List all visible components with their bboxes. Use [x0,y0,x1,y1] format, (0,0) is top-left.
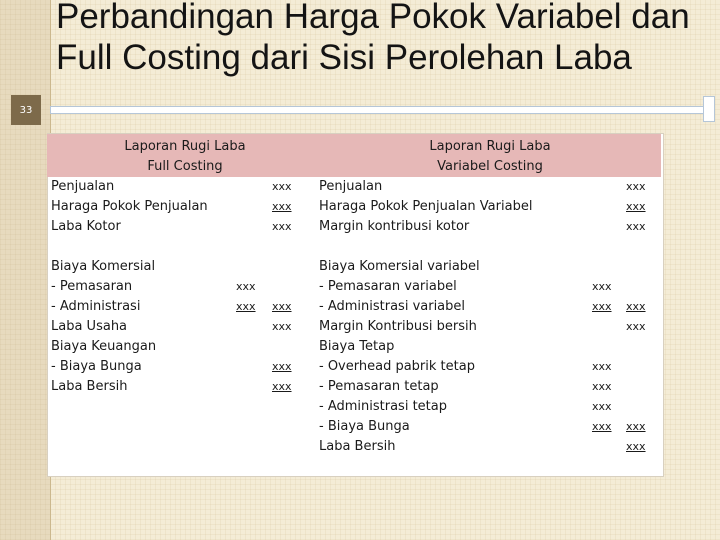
full-costing-row-label: - Biaya Bunga [51,359,142,374]
variable-costing-row-label: Biaya Komersial variabel [319,259,480,274]
full-costing-row-label: - Pemasaran [51,279,133,294]
variable-costing-row-subtotal-value: xxx [592,300,612,313]
variable-costing-row-subtotal-value: xxx [592,380,612,393]
full-costing-row-total-value: xxx [272,380,292,393]
variable-costing-row-label: - Overhead pabrik tetap [319,359,475,374]
variable-costing-row-label: Laba Bersih [319,439,396,454]
variable-costing-row-subtotal-value: xxx [592,360,612,373]
full-costing-row-label: Biaya Keuangan [51,339,157,354]
left-sidebar-band [0,0,51,540]
variable-costing-heading [400,137,580,177]
full-costing-row-subtotal-value: xxx [236,300,256,313]
variable-costing-row-total-value: xxx [626,200,646,213]
full-costing-row-label: - Administrasi [51,299,141,314]
title-underline-bar [50,106,715,114]
variable-costing-row-label: Margin kontribusi kotor [319,219,470,234]
variable-costing-row-total-value: xxx [626,420,646,433]
variable-costing-row-label: Biaya Tetap [319,339,395,354]
slide-title: Perbandingan Harga Pokok Variabel dan Full Costing dari Sisi Perolehan Laba [56,0,690,77]
full-costing-row-total-value: xxx [272,320,292,333]
full-costing-row-label: Laba Kotor [51,219,121,234]
variable-costing-row-total-value: xxx [626,300,646,313]
variable-costing-row-label: - Pemasaran variabel [319,279,457,294]
variable-costing-row-label: Haraga Pokok Penjualan Variabel [319,199,533,214]
full-costing-row-label: Laba Bersih [51,379,128,394]
full-costing-row-label: Haraga Pokok Penjualan [51,199,208,214]
variable-costing-row-total-value: xxx [626,180,646,193]
full-costing-row-label: Biaya Komersial [51,259,156,274]
variable-costing-row-label: - Administrasi tetap [319,399,447,414]
slide-number: 33 [11,95,41,125]
variable-costing-row-subtotal-value: xxx [592,400,612,413]
variable-costing-row-total-value: xxx [626,320,646,333]
variable-costing-row-label: - Pemasaran tetap [319,379,439,394]
full-costing-heading [100,137,270,177]
full-costing-row-subtotal-value: xxx [236,280,256,293]
variable-costing-row-total-value: xxx [626,220,646,233]
variable-costing-heading-line2: Variabel Costing [437,159,543,174]
full-costing-row-label: Penjualan [51,179,115,194]
full-costing-heading-line2: Full Costing [147,159,223,174]
variable-costing-row-subtotal-value: xxx [592,420,612,433]
variable-costing-row-label: - Administrasi variabel [319,299,466,314]
variable-costing-row-label: Penjualan [319,179,383,194]
variable-costing-row-subtotal-value: xxx [592,280,612,293]
full-costing-row-label: Laba Usaha [51,319,128,334]
full-costing-row-total-value: xxx [272,200,292,213]
full-costing-row-total-value: xxx [272,220,292,233]
variable-costing-heading-line1: Laporan Rugi Laba [429,139,551,154]
title-underline-cap [703,96,715,122]
variable-costing-row-label: Margin Kontribusi bersih [319,319,477,334]
variable-costing-row-label: - Biaya Bunga [319,419,410,434]
full-costing-row-total-value: xxx [272,300,292,313]
variable-costing-row-total-value: xxx [626,440,646,453]
full-costing-row-total-value: xxx [272,180,292,193]
full-costing-row-total-value: xxx [272,360,292,373]
full-costing-heading-line1: Laporan Rugi Laba [124,139,246,154]
